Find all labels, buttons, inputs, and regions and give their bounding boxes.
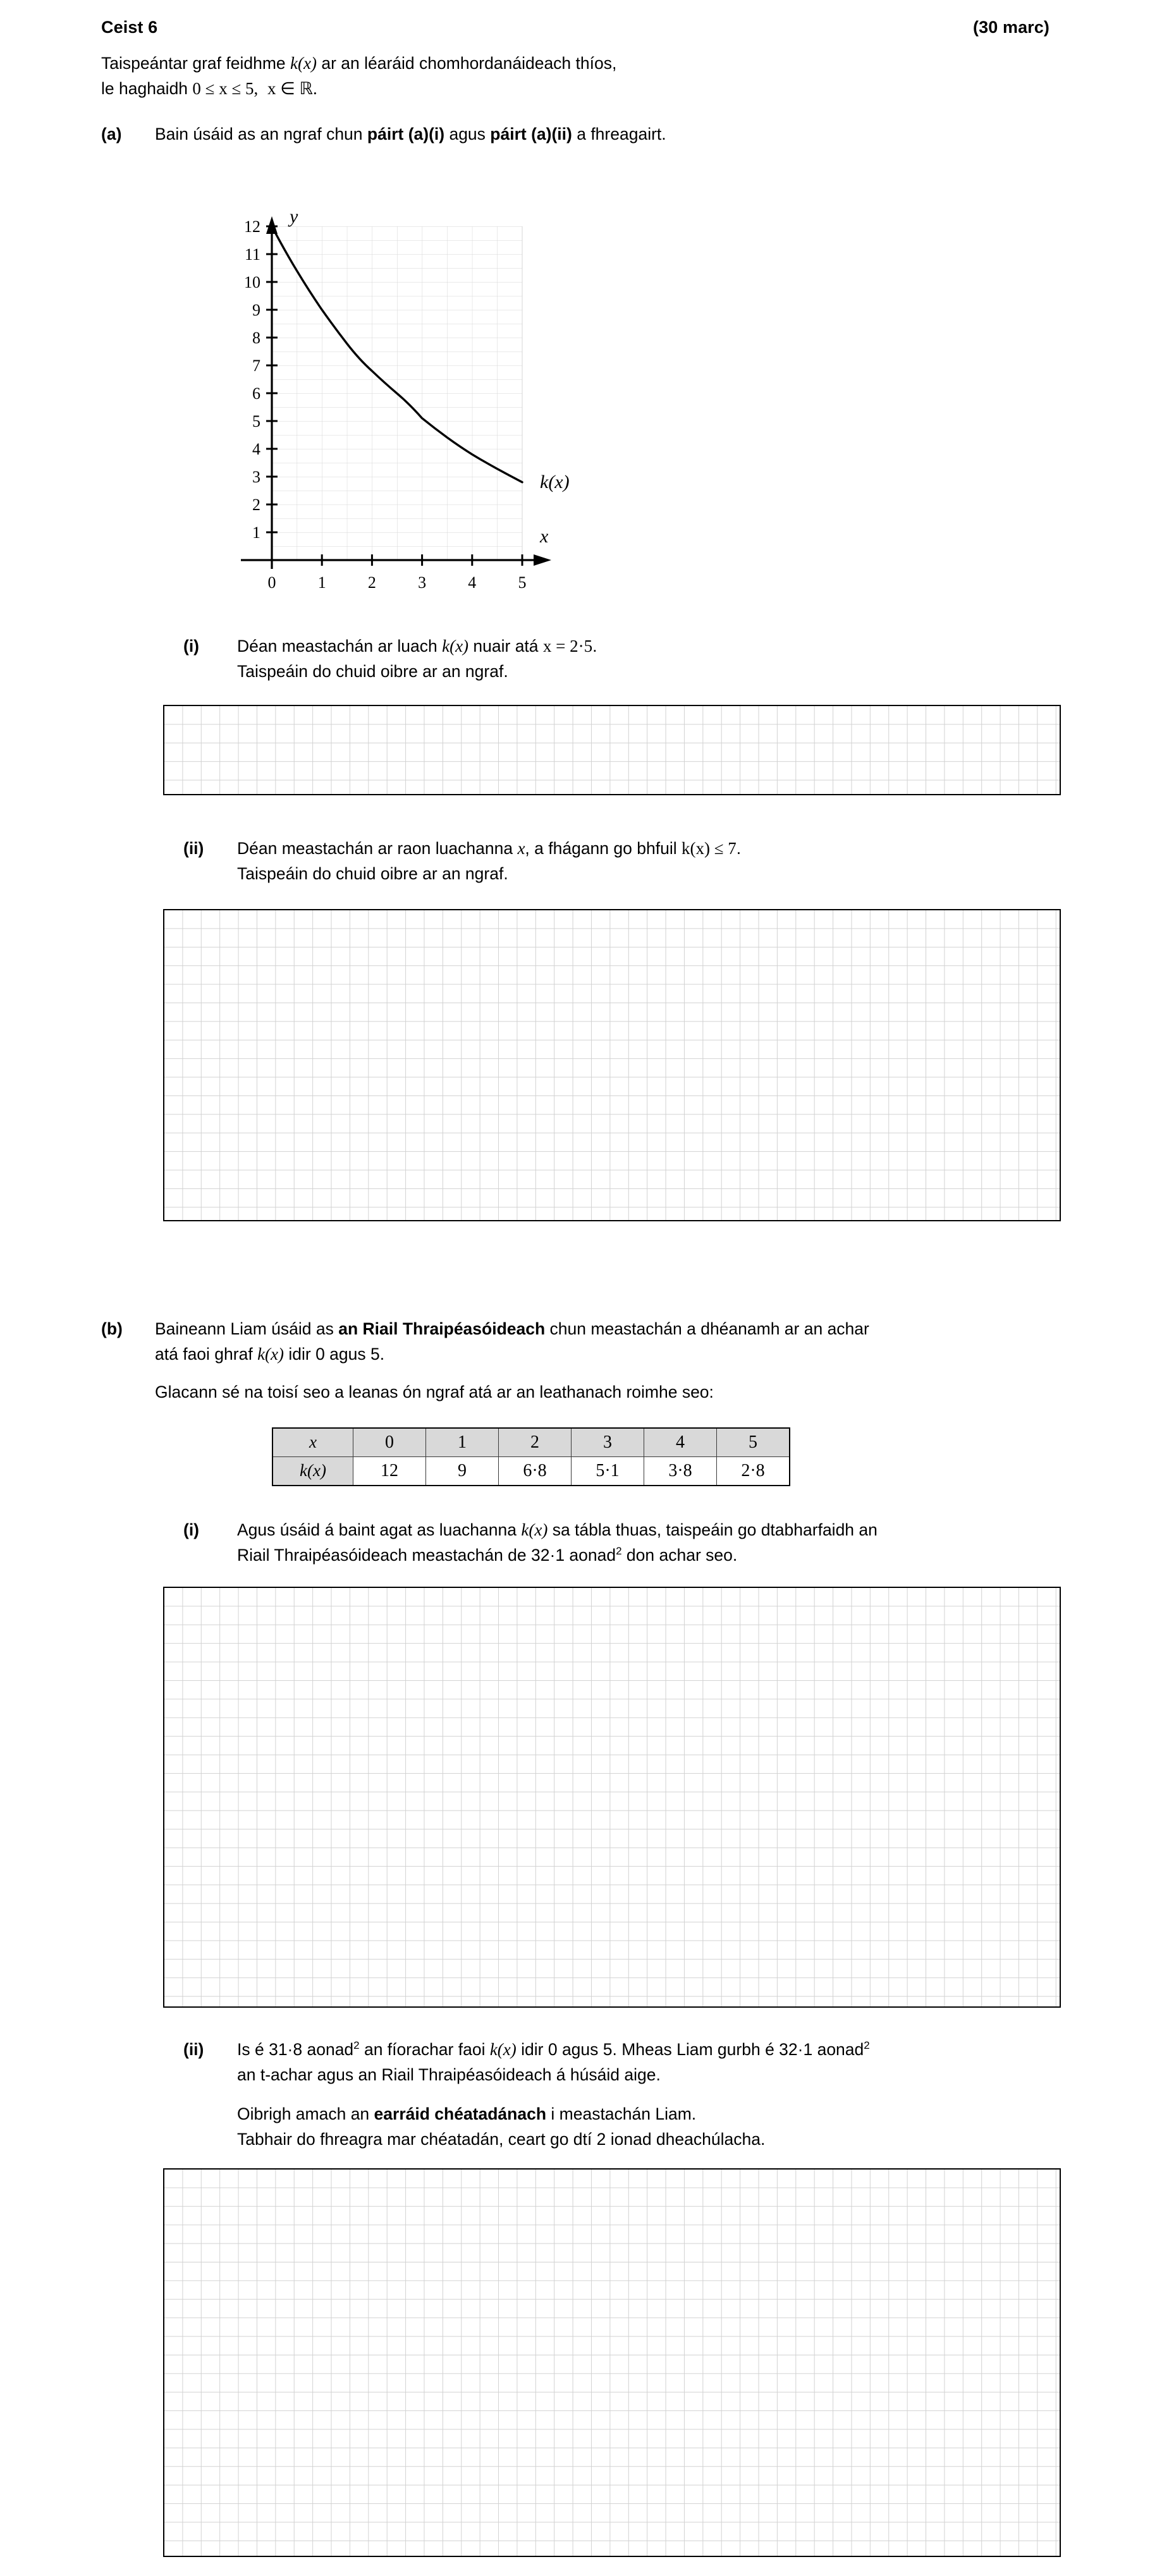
y-axis-label: y [290, 206, 298, 227]
function-notation: k(x) [290, 54, 317, 73]
spacer [237, 2087, 870, 2101]
text-run: chun meastachán a dhéanamh ar an achar [545, 1319, 869, 1338]
text-run: Oibrigh amach an [237, 2104, 374, 2123]
function-notation: k(x) [489, 2040, 517, 2059]
svg-text:10: 10 [244, 273, 260, 291]
intro-line-1 [101, 51, 986, 76]
table-cell-k-4: 3·8 [644, 1457, 717, 1486]
table-cell-x-5: 5 [717, 1428, 790, 1457]
svg-text:8: 8 [252, 329, 260, 347]
text-run: . [592, 637, 597, 656]
table-cell-k-3: 5·1 [572, 1457, 644, 1486]
part-b-ii-label: (ii) [183, 2040, 204, 2059]
svg-text:7: 7 [252, 357, 260, 375]
part-b-ii-line-3 [237, 2101, 870, 2127]
text-run: Riail Thraipéasóideach meastachán de 32·1 aonad [237, 1546, 616, 1565]
part-b-ii-line-1 [237, 2037, 870, 2062]
part-a-text-3: a fhreagairt. [572, 125, 666, 143]
intro-period: . [312, 79, 317, 98]
domain-inequality: 0 ≤ x ≤ 5, [192, 79, 259, 98]
part-a-i-text [237, 633, 597, 684]
text-run: idir 0 agus 5. [284, 1345, 385, 1364]
svg-text:4: 4 [252, 440, 260, 458]
svg-text:9: 9 [252, 301, 260, 319]
part-a-ref-1: páirt (a)(i) [367, 125, 445, 143]
part-b-i-label: (i) [183, 1520, 200, 1539]
part-b-ii [183, 2037, 1081, 2152]
part-a-ii-label: (ii) [183, 839, 204, 858]
text-run: Baineann Liam úsáid as [155, 1319, 339, 1338]
y-tick-labels [244, 217, 260, 542]
text-run: idir 0 agus 5. Mheas Liam gurbh é 32·1 aonad [516, 2040, 864, 2059]
variable-x: x [517, 839, 525, 858]
marks-label: (30 marc) [973, 18, 1049, 37]
svg-text:11: 11 [244, 245, 260, 264]
table-cell-x-2: 2 [499, 1428, 572, 1457]
function-inequality: k(x) ≤ 7 [681, 839, 737, 858]
svg-text:3: 3 [252, 468, 260, 486]
part-a-text-1: Bain úsáid as an ngraf chun [155, 125, 367, 143]
function-notation: k(x) [257, 1345, 284, 1364]
part-a-text-2: agus [444, 125, 491, 143]
part-b-i [183, 1517, 1068, 1568]
units-squared: 2 [616, 1545, 622, 1558]
domain-membership: x ∈ ℝ [267, 79, 313, 98]
trapezoidal-rule-term: an Riail Thraipéasóideach [338, 1319, 546, 1338]
svg-text:0: 0 [267, 573, 276, 592]
function-notation: k(x) [521, 1520, 548, 1539]
svg-text:1: 1 [317, 573, 326, 592]
units-squared: 2 [353, 2039, 360, 2052]
table-cell-k-0: 12 [353, 1457, 426, 1486]
text-run: , a fhágann go bhfuil [525, 839, 682, 858]
part-b-ii-line-4: Tabhair do fhreagra mar chéatadán, ceart go dtí 2 ionad dheachúlacha. [237, 2130, 766, 2149]
graph-svg [240, 190, 910, 594]
question-header [101, 18, 1049, 37]
text-run: i meastachán Liam. [546, 2104, 697, 2123]
part-a-ii [183, 836, 1037, 886]
y-axis-arrow [266, 216, 278, 234]
intro-text-2: le haghaidh [101, 79, 193, 98]
part-b-ii-text [237, 2037, 870, 2152]
answer-box-a-ii[interactable] [163, 909, 1061, 1221]
text-run: nuair atá [468, 637, 543, 656]
curve-label: k(x) [540, 472, 570, 492]
table-cell-x-1: 1 [426, 1428, 499, 1457]
text-run: Déan meastachán ar raon luachanna [237, 839, 518, 858]
question-label: Ceist 6 [101, 18, 158, 37]
svg-text:6: 6 [252, 384, 260, 403]
part-b-line-3: Glacann sé na toisí seo a leanas ón ngraf atá ar an leathanach roimhe seo: [155, 1383, 714, 1401]
part-a-i-line-2: Taispeáin do chuid oibre ar an ngraf. [237, 662, 508, 681]
table-header-k: k(x) [272, 1457, 353, 1486]
svg-text:2: 2 [367, 573, 376, 592]
units-squared: 2 [864, 2039, 870, 2052]
part-b-i-text [237, 1517, 878, 1568]
intro-text-cont: ar an léaráid chomhordanáideach thíos, [316, 54, 617, 73]
intro-text: Taispeántar graf feidhme [101, 54, 291, 73]
table-cell-x-4: 4 [644, 1428, 717, 1457]
text-run: atá faoi ghraf [155, 1345, 258, 1364]
svg-text:12: 12 [244, 217, 260, 236]
part-a-ref-2: páirt (a)(ii) [490, 125, 572, 143]
table-cell-k-1: 9 [426, 1457, 499, 1486]
answer-box-a-i[interactable] [163, 705, 1061, 795]
text-run: . [736, 839, 742, 858]
x-axis-arrow [534, 554, 551, 566]
coordinate-graph [240, 190, 910, 594]
table-cell-k-2: 6·8 [499, 1457, 572, 1486]
x-axis-label: x [540, 526, 549, 547]
part-a-ii-line-2: Taispeáin do chuid oibre ar an ngraf. [237, 864, 508, 883]
part-a-ii-line-1 [237, 836, 741, 861]
x-tick-labels [268, 573, 527, 592]
part-a-label: (a) [101, 125, 122, 143]
text-run: Agus úsáid á baint agat as luachanna [237, 1520, 522, 1539]
values-table-wrap [272, 1427, 790, 1486]
text-run: sa tábla thuas, taispeáin go dtabharfaidh an [547, 1520, 878, 1539]
text-run: Déan meastachán ar luach [237, 637, 443, 656]
values-table [272, 1427, 790, 1486]
svg-text:5: 5 [518, 573, 527, 592]
svg-text:4: 4 [468, 573, 477, 592]
svg-text:3: 3 [418, 573, 427, 592]
part-b-line-2 [155, 1341, 869, 1367]
table-row-x [272, 1428, 790, 1457]
svg-text:1: 1 [252, 523, 260, 542]
function-notation: k(x) [442, 637, 469, 656]
part-b-ii-line-2: an t-achar agus an Riail Thraipéasóideach á húsáid aige. [237, 2065, 661, 2084]
intro-line-2 [101, 76, 986, 101]
answer-box-b-i[interactable] [163, 1587, 1061, 2008]
part-b-line-1 [155, 1316, 869, 1341]
part-b-i-line-2 [237, 1542, 878, 1568]
part-b-label: (b) [101, 1319, 123, 1338]
part-a-i-line-1 [237, 633, 597, 659]
table-row-k [272, 1457, 790, 1486]
svg-text:5: 5 [252, 412, 260, 430]
text-run: Is é 31·8 aonad [237, 2040, 354, 2059]
table-cell-k-5: 2·8 [717, 1457, 790, 1486]
part-a-ii-text [237, 836, 741, 886]
x-value-expression: x = 2·5 [542, 637, 593, 656]
part-a-i-label: (i) [183, 637, 200, 656]
part-b-i-line-1 [237, 1517, 878, 1542]
part-b-text [155, 1316, 869, 1405]
percentage-error-term: earráid chéatadánach [374, 2104, 547, 2123]
part-a-text [155, 121, 666, 147]
text-run: an fíorachar faoi [359, 2040, 490, 2059]
part-a-i [183, 633, 1037, 684]
spacer [155, 1367, 869, 1379]
part-b [101, 1316, 1062, 1405]
text-run: don achar seo. [621, 1546, 738, 1565]
svg-text:2: 2 [252, 496, 260, 514]
answer-box-b-ii[interactable] [163, 2168, 1061, 2557]
intro-paragraph [101, 51, 986, 101]
table-cell-x-3: 3 [572, 1428, 644, 1457]
table-header-x: x [272, 1428, 353, 1457]
part-a [101, 121, 986, 147]
table-cell-x-0: 0 [353, 1428, 426, 1457]
